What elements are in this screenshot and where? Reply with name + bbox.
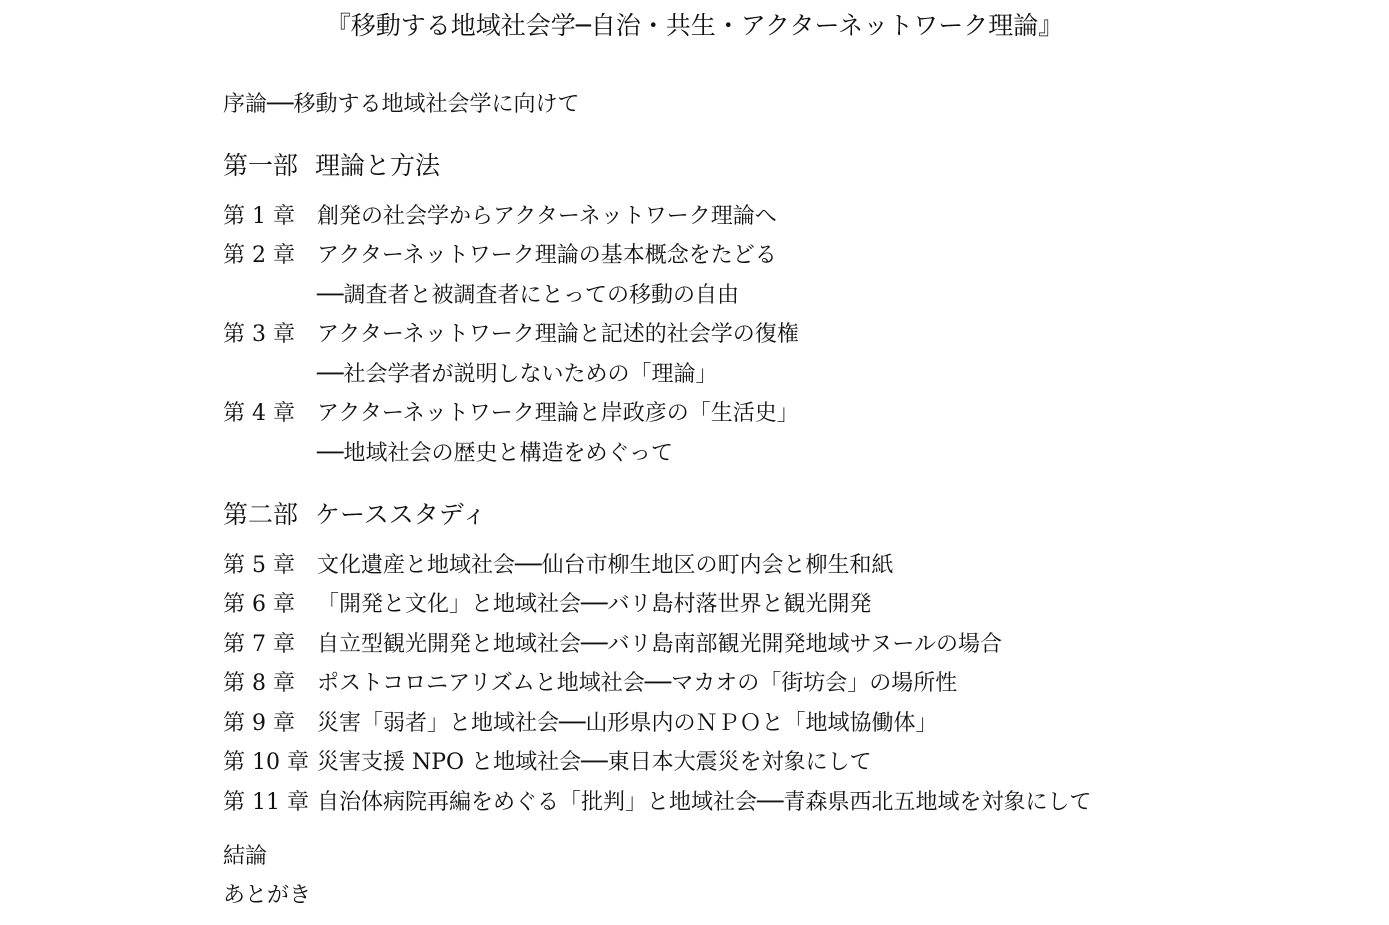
chapter-4 (223, 398, 799, 430)
chapter-10 (223, 747, 872, 779)
chapter-number: 第 10 章 (223, 750, 309, 775)
chapter-1 (223, 201, 777, 233)
chapter-number: 第 7 章 (223, 632, 295, 657)
chapter-8 (223, 668, 957, 700)
chapter-number: 第 5 章 (223, 553, 295, 578)
chapter-7 (223, 629, 1002, 661)
part-1-number: 第一部 (223, 151, 299, 180)
chapter-number: 第 8 章 (223, 671, 295, 696)
chapter-title: 自治体病院再編をめぐる「批判」と地域社会──青森県西北五地域を対象にして (317, 790, 1092, 815)
chapter-2-subtitle: ──調査者と被調査者にとっての移動の自由 (317, 283, 740, 308)
part-2-title: ケーススタディ (315, 500, 487, 529)
chapter-9 (223, 708, 938, 740)
chapter-title: ポストコロニアリズムと地域社会──マカオの「街坊会」の場所性 (317, 671, 958, 696)
chapter-number: 第 1 章 (223, 204, 295, 229)
chapter-title: 創発の社会学からアクターネットワーク理論へ (317, 204, 777, 229)
chapter-title: アクターネットワーク理論と記述的社会学の復権 (317, 322, 799, 347)
toc-conclusion: 結論 (223, 844, 268, 869)
chapter-title: 災害支援 NPO と地域社会──東日本大震災を対象にして (317, 750, 872, 775)
chapter-number: 第 9 章 (223, 711, 295, 736)
book-title: 『移動する地域社会学─自治・共生・アクターネットワーク理論』 (325, 11, 1064, 40)
chapter-2 (223, 240, 777, 272)
chapter-number: 第 6 章 (223, 592, 295, 617)
chapter-number: 第 4 章 (223, 401, 295, 426)
chapter-title: 文化遺産と地域社会──仙台市柳生地区の町内会と柳生和紙 (317, 553, 894, 578)
toc-afterword: あとがき (223, 883, 312, 908)
chapter-3 (223, 319, 799, 351)
chapter-title: 災害「弱者」と地域社会──山形県内のＮＰＯと「地域協働体」 (317, 711, 938, 736)
part-2-number: 第二部 (223, 500, 299, 529)
chapter-title: アクターネットワーク理論と岸政彦の「生活史」 (317, 401, 799, 426)
chapter-number: 第 11 章 (223, 790, 309, 815)
part-2-heading (223, 497, 487, 533)
chapter-11 (223, 787, 1092, 819)
chapter-5 (223, 550, 894, 582)
part-1-heading (223, 148, 440, 184)
chapter-number: 第 2 章 (223, 243, 295, 268)
chapter-number: 第 3 章 (223, 322, 295, 347)
chapter-title: アクターネットワーク理論の基本概念をたどる (317, 243, 777, 268)
part-1-title: 理論と方法 (315, 151, 441, 180)
toc-intro: 序論──移動する地域社会学に向けて (223, 92, 580, 117)
chapter-title: 自立型観光開発と地域社会──バリ島南部観光開発地域サヌールの場合 (317, 632, 1002, 657)
chapter-4-subtitle: ──地域社会の歴史と構造をめぐって (317, 441, 674, 466)
chapter-title: 「開発と文化」と地域社会──バリ島村落世界と観光開発 (317, 592, 872, 617)
chapter-3-subtitle: ──社会学者が説明しないための「理論」 (317, 362, 718, 387)
chapter-6 (223, 589, 872, 621)
